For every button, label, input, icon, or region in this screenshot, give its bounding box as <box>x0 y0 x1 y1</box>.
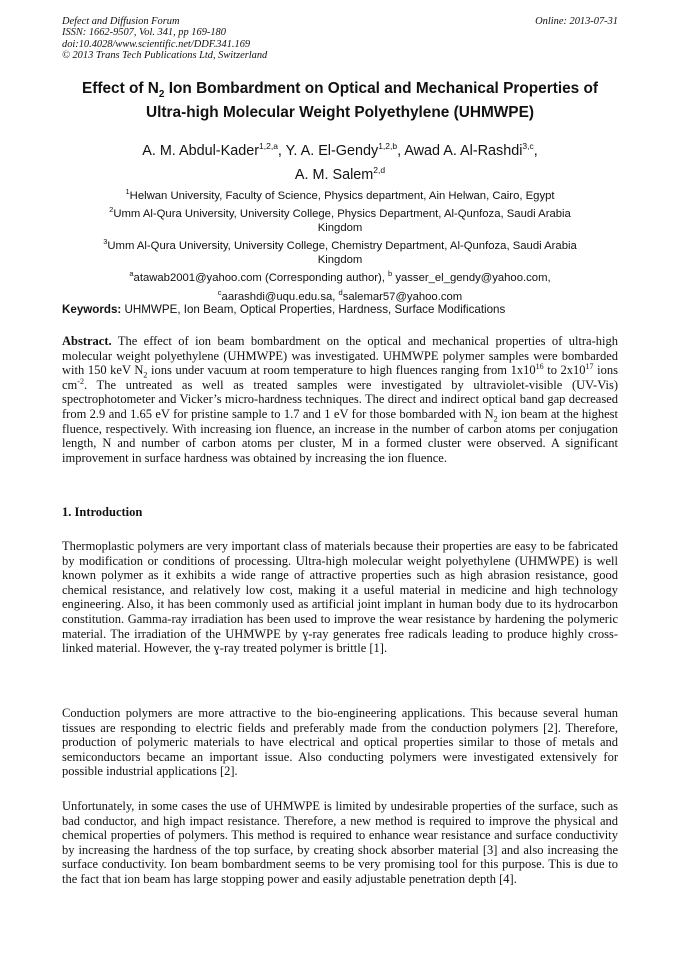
author-4-affil: 2,d <box>373 164 386 175</box>
author-1-affil: 1,2,a <box>259 141 278 151</box>
email-d[interactable]: salemar57@yahoo.com <box>342 290 463 303</box>
affiliation-1-number: 1 <box>125 187 130 196</box>
issn-line: ISSN: 1662-9507, Vol. 341, pp 169-180 <box>62 27 226 39</box>
title-subscript: 2 <box>158 89 165 101</box>
title-line-2: Ultra-high Molecular Weight Polyethylene (UHMWPE) <box>146 104 534 122</box>
abstract-sup-2: 17 <box>585 362 594 372</box>
section-heading-introduction: 1. Introduction <box>62 505 143 519</box>
keywords-text: UHMWPE, Ion Beam, Optical Properties, Hardness, Surface Modifications <box>121 303 506 316</box>
email-line-1 <box>62 267 618 285</box>
abstract-text-4: ions cm <box>62 363 618 392</box>
abstract-text-6: ion beam at the highest fluence, respectively. With increasing ion fluence, an increase in the number of carbon atoms per conjugation length, N and number of carbon atoms per cluster, M in a formed cluster were observed. A significant improvement in surface hardness was obtained by increasing the ion fluence. <box>62 406 619 465</box>
abstract <box>62 334 618 465</box>
author-3: , Awad A. Al-Rashdi <box>397 142 523 159</box>
author-4: A. M. Salem <box>294 166 374 183</box>
email-line-2 <box>62 286 618 304</box>
abstract-text-1: The effect of ion beam bombardment on the optical and mechanical properties of ultra-high molecular weight polyethylene (UHMWPE) was investigated. UHMWPE polymer samples were bombarded with 150 keV N <box>62 334 618 378</box>
affiliations <box>62 185 618 304</box>
affiliation-1 <box>62 185 618 203</box>
affiliation-2 <box>62 203 618 221</box>
affiliation-3-cont: Kingdom <box>317 253 363 266</box>
abstract-sup-3: -2 <box>77 376 84 386</box>
email-c-mark: c <box>217 287 222 297</box>
abstract-sub-1: 2 <box>143 370 148 380</box>
copyright-line: © 2013 Trans Tech Publications Ltd, Switzerland <box>62 49 268 61</box>
author-3-comma: , <box>533 142 538 159</box>
author-3-affil: 3,c <box>522 141 534 151</box>
doi-line: doi:10.4028/www.scientific.net/DDF.341.169 <box>62 38 251 50</box>
affiliation-2-text: Umm Al-Qura University, University College, Physics Department, Al-Qunfoza, Saudi Arabia <box>113 208 571 221</box>
title-part-2: Ion Bombardment on Optical and Mechanical Properties of <box>164 80 599 97</box>
journal-header <box>62 16 618 61</box>
intro-paragraph-1: Thermoplastic polymers are very important class of materials because their properties are easy to be fabricated by modification or conditions of processing. Ultra-high molecular weight polyethylene (UHMWPE) is well known polymer as it exhibits a wide range of attractive properties such as high abrasion resistance, good chemical resistance, and relatively low cost, making it a useful material in medicine and high technology engineering. Also, it has been commonly used as artificial joint implant in human body due to its hydrocarbon constitution. Gamma-ray irradiation has been used to improve the wear resistance by hardening the polymeric material. The irradiation of the UHMWPE by ɣ-ray generates free radicals leading to produce highly cross-linked material. However, the ɣ-ray treated polymer is brittle [1]. <box>62 539 618 656</box>
online-date: Online: 2013-07-31 <box>535 16 618 27</box>
intro-paragraph-3: Unfortunately, in some cases the use of UHMWPE is limited by undesirable properties of the surface, such as bad conductor, and high impact resistance. Therefore, a new method is required to improve the physical and chemical properties of polymers. This method is required to enhance wear resistance and surface conductivity by increasing the hardness of the top surface, by creating shock absorber material [3] and also increasing the surface conductivity. Ion beam bombardment seems to be very promising tool for this purpose. This is due to the fact that ion beam has large stopping power and easily adjustable penetration depth [4]. <box>62 799 618 886</box>
affiliation-3-text: Umm Al-Qura University, University College, Chemistry Department, Al-Qunfoza, Saudi Arabia <box>107 240 577 253</box>
affiliation-3-number: 3 <box>103 237 108 247</box>
abstract-text-5: . The untreated as well as treated samples were investigated by ultraviolet-visible (UV-Vis) spectrophotometer and Vicker’s micro-hardness techniques. The direct and indirect optical band gap decreased from 2.9 and 1.65 eV for pristine sample to 1.7 and 1 eV for those bombarded with N <box>62 377 618 421</box>
email-b[interactable]: yasser_el_gendy@yahoo.com, <box>392 272 551 285</box>
email-a[interactable]: atawab2001@yahoo.com (Corresponding author), <box>133 272 389 285</box>
author-2: , Y. A. El-Gendy <box>277 142 379 159</box>
email-d-mark: d <box>338 287 343 297</box>
affiliation-3 <box>62 235 618 253</box>
abstract-label: Abstract. <box>62 334 112 348</box>
author-2-affil: 1,2,b <box>378 141 398 151</box>
email-a-mark: a <box>129 269 134 279</box>
affiliation-1-text: Helwan University, Faculty of Science, Physics department, Ain Helwan, Cairo, Egypt <box>129 189 555 202</box>
keywords-label: Keywords: <box>62 303 122 316</box>
abstract-text-3: to 2x10 <box>543 363 586 378</box>
abstract-sub-2: 2 <box>493 414 498 424</box>
journal-name: Defect and Diffusion Forum <box>62 16 180 27</box>
author-list <box>62 137 618 185</box>
title-part-1: Effect of N <box>81 80 159 97</box>
abstract-sup-1: 16 <box>535 362 544 372</box>
paper-title <box>62 80 618 122</box>
author-1: A. M. Abdul-Kader <box>142 142 260 159</box>
abstract-text-2: ions under vacuum at room temperature to high fluences ranging from 1x10 <box>147 363 536 378</box>
keywords <box>62 303 618 317</box>
affiliation-2-number: 2 <box>109 205 114 215</box>
affiliation-2-cont: Kingdom <box>317 221 363 234</box>
email-b-mark: b <box>388 269 393 279</box>
intro-paragraph-2: Conduction polymers are more attractive to the bio-engineering applications. This because several human tissues are responding to electric fields and preferably made from the conduction polymers [2]. Therefore, production of polymeric materials to have electrical and optical properties similar to those of metals and semiconductors became an important issue. Also conducting polymers were investigated extensively for possible industrial applications [2]. <box>62 706 618 779</box>
email-c[interactable]: aarashdi@uqu.edu.sa, <box>221 290 339 303</box>
